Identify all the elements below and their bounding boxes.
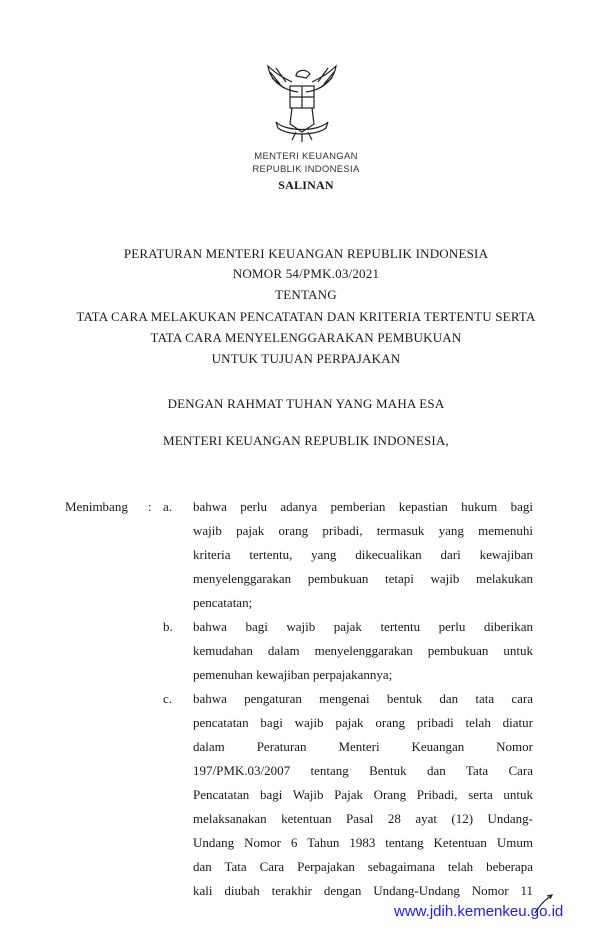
item-text-line: melaksanakan ketentuan Pasal 28 ayat (12) Undang- bbox=[193, 811, 533, 826]
considering-colon: : bbox=[148, 499, 152, 514]
item-text-line: bahwa perlu adanya pemberian kepastian hukum bagi bbox=[193, 499, 533, 514]
footer-url[interactable]: www.jdih.kemenkeu.go.id bbox=[394, 903, 564, 920]
item-text-line: Pencatatan bagi Wajib Pajak Orang Pribadi, serta untuk bbox=[193, 787, 533, 802]
item-text-line: wajib pajak orang pribadi, termasuk yang memenuhi bbox=[193, 523, 533, 538]
garuda-emblem-icon bbox=[262, 62, 342, 144]
item-text-line: menyelenggarakan pembukuan tetapi wajib melakukan bbox=[193, 571, 533, 586]
item-text-line: kriteria tertentu, yang dikecualikan dari kewajiban bbox=[193, 547, 533, 562]
item-text-line: kemudahan dalam menyelenggarakan pembukuan untuk bbox=[193, 643, 533, 658]
authority: MENTERI KEUANGAN REPUBLIK INDONESIA, bbox=[163, 433, 449, 448]
item-marker: c. bbox=[163, 691, 173, 706]
item-text-line: bahwa bagi wajib pajak tertentu perlu diberikan bbox=[193, 619, 533, 634]
about-label: TENTANG bbox=[275, 287, 337, 302]
signature-mark-icon bbox=[533, 893, 555, 915]
subject-line3: UNTUK TUJUAN PERPAJAKAN bbox=[211, 351, 401, 366]
subject-line2: TATA CARA MENYELENGGARAKAN PEMBUKUAN bbox=[150, 330, 462, 345]
item-text-line: pencatatan; bbox=[193, 595, 253, 610]
item-text-line: 197/PMK.03/2007 tentang Bentuk dan Tata Cara bbox=[193, 763, 533, 778]
item-text-line: pemenuhan kewajiban perpajakannya; bbox=[193, 667, 393, 682]
subject-line1: TATA CARA MELAKUKAN PENCATATAN DAN KRITERIA TERTENTU SERTA bbox=[76, 309, 536, 324]
item-marker: b. bbox=[163, 619, 173, 634]
item-text-line: dalam Peraturan Menteri Keuangan Nomor bbox=[193, 739, 533, 754]
item-text-line: Undang Nomor 6 Tahun 1983 tentang Ketentuan Umum bbox=[193, 835, 533, 850]
regulation-number: NOMOR 54/PMK.03/2021 bbox=[232, 266, 380, 281]
institution-line2: REPUBLIK INDONESIA bbox=[252, 164, 360, 175]
considering-label: Menimbang bbox=[65, 499, 128, 514]
copy-label: SALINAN bbox=[278, 178, 334, 192]
regulation-title: PERATURAN MENTERI KEUANGAN REPUBLIK INDONESIA bbox=[123, 246, 489, 261]
item-text-line: kali diubah terakhir dengan Undang-Undang Nomor 11 bbox=[193, 883, 533, 898]
institution-line1: MENTERI KEUANGAN bbox=[254, 151, 358, 162]
invocation: DENGAN RAHMAT TUHAN YANG MAHA ESA bbox=[167, 396, 445, 411]
item-marker: a. bbox=[163, 499, 173, 514]
item-text-line: bahwa pengaturan mengenai bentuk dan tata cara bbox=[193, 691, 533, 706]
item-text-line: dan Tata Cara Perpajakan sebagaimana telah beberapa bbox=[193, 859, 533, 874]
item-text-line: pencatatan bagi wajib pajak orang pribadi telah diatur bbox=[193, 715, 533, 730]
